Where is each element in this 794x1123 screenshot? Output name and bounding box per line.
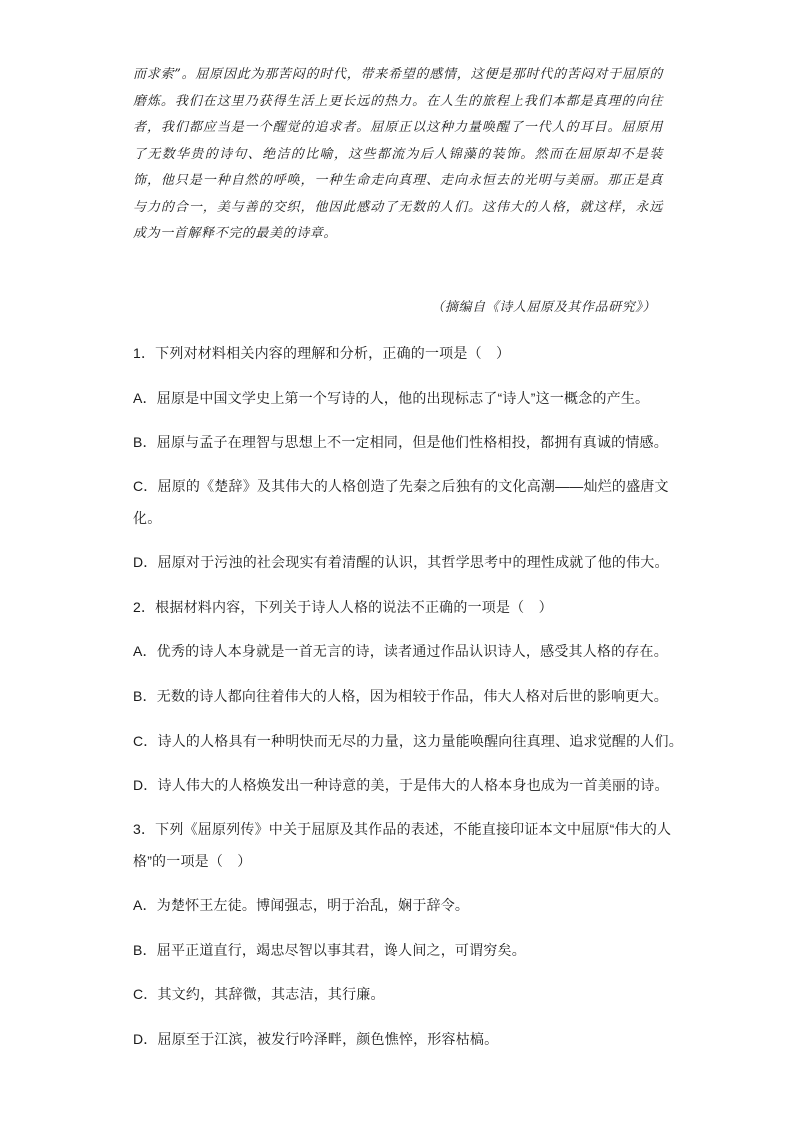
question-2-option-c: C．诗人的人格具有一种明快而无尽的力量，这力量能唤醒向往真理、追求觉醒的人们。 bbox=[133, 733, 683, 749]
question-2-option-a: A．优秀的诗人本身就是一首无言的诗，读者通过作品认识诗人，感受其人格的存在。 bbox=[133, 643, 668, 659]
question-2-option-b: B．无数的诗人都向往着伟大的人格，因为相较于作品，伟大人格对后世的影响更大。 bbox=[133, 688, 668, 704]
question-3-option-a: A．为楚怀王左徒。博闻强志，明于治乱，娴于辞令。 bbox=[133, 897, 470, 913]
passage-text: 而求索”。屈原因此为那苦闷的时代，带来希望的感情，这便是那时代的苦闷对于屈原的磨炼。我们在这里乃获得生活上更长远的热力。在人生的旅程上我们本都是真理的向往者，我们都应当是一个醒觉的追求者。屈原正以这种力量唤醒了一代人的耳目。屈原用了无数华贵的诗句、绝洁的比喻，这些都流为后人锦藻的装饰。然而在屈原却不是装饰，他只是一种自然的呼唤，一种生命走向真理、走向永恒去的光明与美丽。那正是真与力的合一，美与善的交织，他因此感动了无数的人们。这伟大的人格，就这样，永远成为一首解释不完的最美的诗章。 bbox=[133, 67, 663, 241]
question-3-option-c: C．其文约，其辞微，其志洁，其行廉。 bbox=[133, 986, 385, 1002]
question-3-option-b: B．屈平正道直行，竭忠尽智以事其君，谗人间之，可谓穷矣。 bbox=[133, 942, 526, 958]
question-1-option-a: A．屈原是中国文学史上第一个写诗的人，他的出现标志了“诗人”这一概念的产生。 bbox=[133, 390, 650, 406]
question-1-option-b: B．屈原与孟子在理智与思想上不一定相同，但是他们性格相投，都拥有真诚的情感。 bbox=[133, 434, 668, 450]
question-3-stem: 3．下列《屈原列传》中关于屈原及其作品的表述，不能直接印证本文中屈原“伟大的人格”的一项是（ ） bbox=[133, 821, 672, 869]
question-3-option-d: D．屈原至于江滨，被发行吟泽畔，颜色憔悴，形容枯槁。 bbox=[133, 1031, 499, 1047]
source-citation: （摘编自《诗人屈原及其作品研究》） bbox=[431, 300, 656, 315]
question-1-stem: 1．下列对材料相关内容的理解和分析，正确的一项是（ ） bbox=[133, 345, 511, 361]
question-2-stem: 2．根据材料内容，下列关于诗人人格的说法不正确的一项是（ ） bbox=[133, 599, 553, 615]
question-1-option-d: D．屈原对于污浊的社会现实有着清醒的认识，其哲学思考中的理性成就了他的伟大。 bbox=[133, 554, 669, 570]
question-2-option-d: D．诗人伟大的人格焕发出一种诗意的美，于是伟大的人格本身也成为一首美丽的诗。 bbox=[133, 777, 669, 793]
question-1-option-c: C．屈原的《楚辞》及其伟大的人格创造了先秦之后独有的文化高潮——灿烂的盛唐文化。 bbox=[133, 478, 669, 526]
